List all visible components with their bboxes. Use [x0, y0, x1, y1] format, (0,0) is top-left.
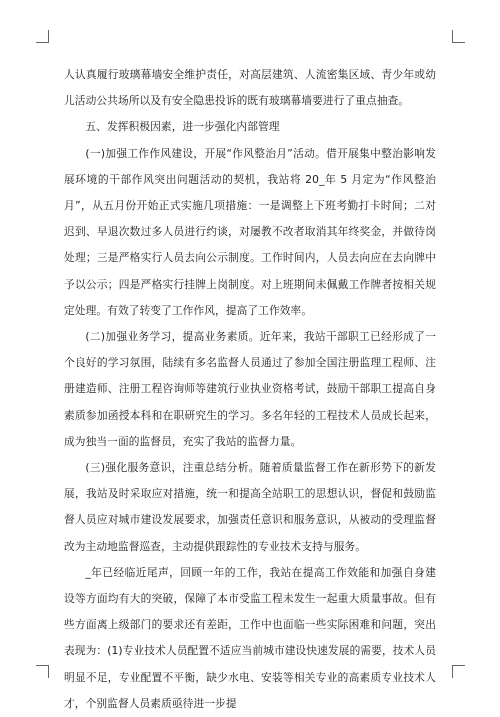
- paragraph-continuation: 人认真履行玻璃幕墙安全维护责任，对高层建筑、人流密集区域、青少年或幼儿活动公共场所以及有安全隐患投诉的既有玻璃幕墙要进行了重点抽查。: [64, 68, 436, 108]
- paragraph-year-summary: _年已经临近尾声，回顾一年的工作，我站在提高工作效能和加强自身建设等方面均有大的突破，保障了本市受监工程未发生一起重大质量事故。但有些方面离上级部门的要求还有差距，工作中也面临一些实际困难和问题，突出表现为：(1)专业技术人员配置不适应当前城市建设快速发展的需要，技术人员明显不足，专业配置不平衡，缺少水电、安装等相关专业的高素质专业技术人才，个别监督人员素质亟待进一步提: [64, 565, 436, 710]
- crop-mark-top-left: [36, 30, 49, 43]
- crop-mark-bottom-left: [36, 665, 49, 678]
- crop-mark-bottom-right: [452, 665, 465, 678]
- document-body: [64, 62, 436, 717]
- paragraph-business-study: (二)加强业务学习，提高业务素质。近年来，我站干部职工已经形成了一个良好的学习氛围，陆续有多名监督人员通过了参加全国注册监理工程师、注册建造师、注册工程咨询师等建筑行业执业资格考试，鼓励干部职工提高自身素质参加函授本科和在职研究生的学习。多名年轻的工程技术人员成长起来，成为独当一面的监督员，充实了我站的监督力量。: [64, 330, 436, 448]
- paragraph-work-style: (一)加强工作作风建设，开展“作风整治月”活动。借开展集中整治影响发展环境的干部作风突出问题活动的契机，我站将 20_年 5 月定为“作风整治月”，从五月份开始正式实施几项措施：一是调整上下班考勤打卡时间；二对迟到、早退次数过多人员进行约谈，对屡教不改者取消其年终奖金，并做待岗处理；三是严格实行人员去向公示制度。工作时间内，人员去向应在去向牌中予以公示；四是严格实行挂牌上岗制度。对上班期间未佩戴工作牌者按相关规定处理。有效了转变了工作作风，提高了工作效率。: [64, 146, 436, 317]
- paragraph-service-awareness: (三)强化服务意识，注重总结分析。随着质量监督工作在新形势下的新发展，我站及时采取应对措施，统一和提高全站职工的思想认识，督促和鼓励监督人员应对城市建设发展要求，加强责任意识和服务意识，从被动的受理监督改为主动地监督巡查，主动提供跟踪性的专业技术支持与服务。: [64, 461, 436, 553]
- section-heading: 五、发挥积极因素，进一步强化内部管理: [85, 120, 280, 134]
- crop-mark-top-right: [452, 30, 465, 43]
